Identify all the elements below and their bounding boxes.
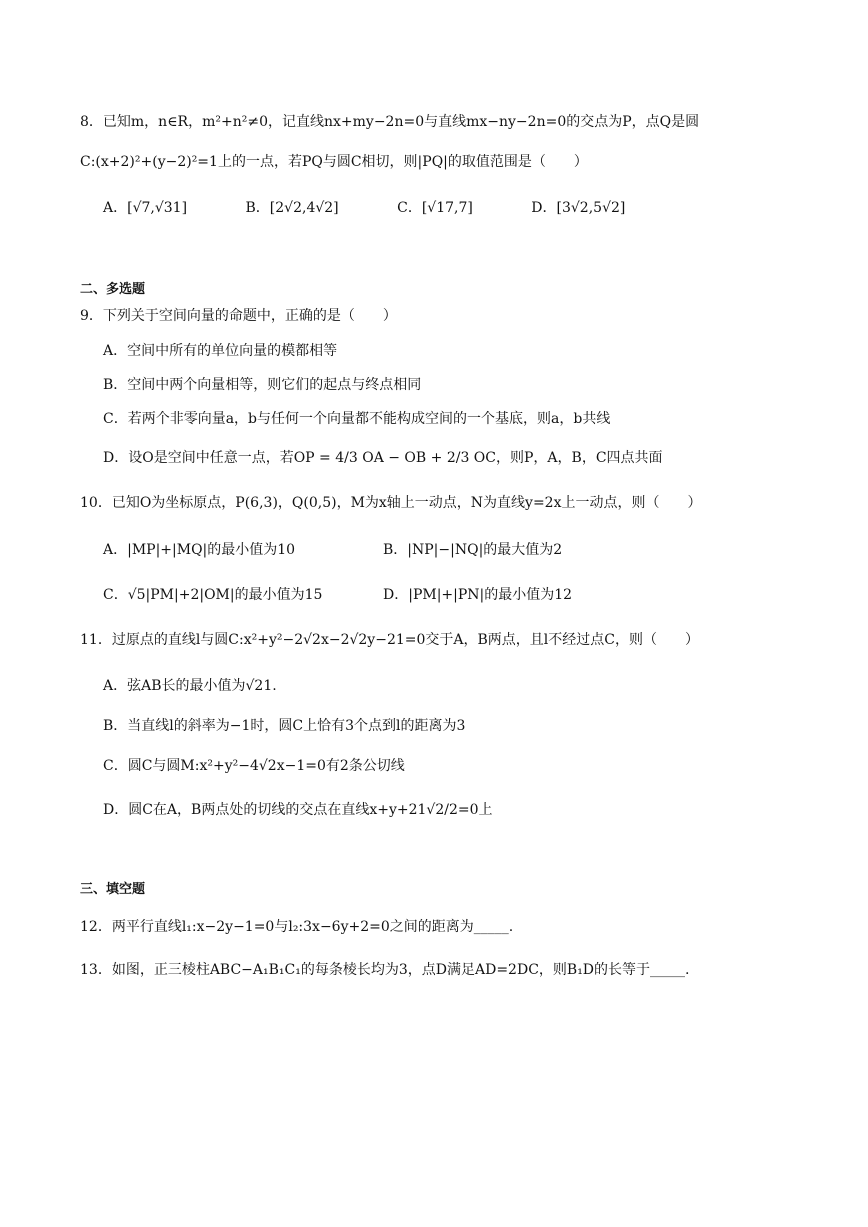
q10-option-c: C．√5|PM|+2|OM|的最小值为15 xyxy=(103,587,323,603)
q12-stem: 12．两平行直线l₁:x−2y−1=0与l₂:3x−6y+2=0之间的距离为_____. xyxy=(80,919,514,935)
q9-option-d: D．设O是空间中任意一点，若OP = 4/3 OA − OB + 2/3 OC，则P，A，B，C四点共面 xyxy=(103,450,663,466)
section-fill-blank-title: 三、填空题 xyxy=(80,882,146,897)
q11-stem: 11．过原点的直线l与圆C:x²+y²−2√2x−2√2y−21=0交于A，B两点，且l不经过点C，则（ ） xyxy=(80,632,699,648)
q11-option-c: C．圆C与圆M:x²+y²−4√2x−1=0有2条公切线 xyxy=(103,758,405,774)
q10-option-a: A．|MP|+|MQ|的最小值为10 xyxy=(103,542,296,558)
q10-stem: 10．已知O为坐标原点，P(6,3)，Q(0,5)，M为x轴上一动点，N为直线y=2x上一动点，则（ ） xyxy=(80,495,702,511)
q8-line2: C:(x+2)²+(y−2)²=1上的一点，若PQ与圆C相切，则|PQ|的取值范围是（ ） xyxy=(80,154,588,170)
q9-option-c: C．若两个非零向量a，b与任何一个向量都不能构成空间的一个基底，则a，b共线 xyxy=(103,411,611,427)
q8-option-d: D．[3√2,5√2] xyxy=(531,200,626,216)
q11-option-b: B．当直线l的斜率为−1时，圆C上恰有3个点到l的距离为3 xyxy=(103,718,466,734)
q10-option-b: B．|NP|−|NQ|的最大值为2 xyxy=(383,542,563,558)
q11-option-d: D．圆C在A，B两点处的切线的交点在直线x+y+21√2/2=0上 xyxy=(103,802,493,818)
q9-option-b: B．空间中两个向量相等，则它们的起点与终点相同 xyxy=(103,377,422,393)
q10-option-d: D．|PM|+|PN|的最小值为12 xyxy=(383,587,573,603)
section-multiple-choice-title: 二、多选题 xyxy=(80,282,146,297)
q9-option-a: A．空间中所有的单位向量的模都相等 xyxy=(103,343,338,359)
q9-stem: 9．下列关于空间向量的命题中，正确的是（ ） xyxy=(80,308,397,324)
q13-stem: 13．如图，正三棱柱ABC−A₁B₁C₁的每条棱长均为3，点D满足AD=2DC，则B₁D的长等于_____. xyxy=(80,962,690,978)
q11-option-a: A．弦AB长的最小值为√21. xyxy=(103,678,277,694)
q8-option-b: B．[2√2,4√2] xyxy=(245,200,339,216)
q8-line1: 8．已知m，n∈R，m²+n²≠0，记直线nx+my−2n=0与直线mx−ny−2n=0的交点为P，点Q是圆 xyxy=(80,114,700,130)
q8-option-a: A．[√7,√31] xyxy=(103,200,188,216)
q8-option-c: C．[√17,7] xyxy=(397,200,473,216)
q8-options xyxy=(103,198,625,218)
